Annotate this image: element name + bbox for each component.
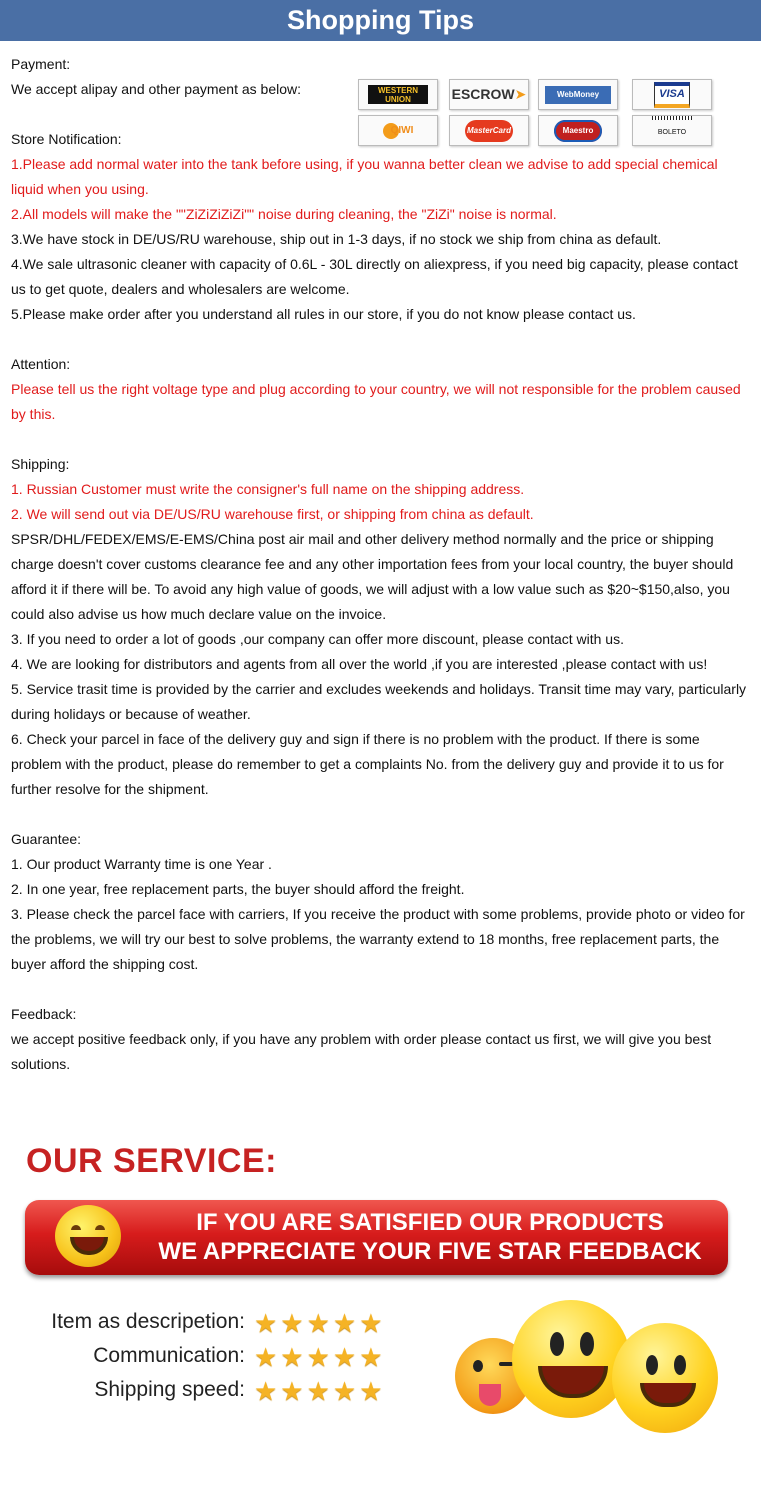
rating-row bbox=[40, 1378, 420, 1412]
western-union-logo: WESTERN UNION bbox=[358, 79, 438, 110]
guarantee-label: Guarantee: bbox=[11, 831, 82, 847]
page-header bbox=[0, 0, 761, 41]
shipping-item: SPSR/DHL/FEDEX/EMS/E-EMS/China post air mail and other delivery method normally and the price or shipping charge doesn't cover customs clearance fee and any other importation fees from your local country, the buyer should afford it if there will be. To avoid any high value of goods, we will adjust with a low value such as $20~$150,also, you could also advise us how much declare value on the invoice. bbox=[11, 531, 734, 622]
banner-line-1: IF YOU ARE SATISFIED OUR PRODUCTS bbox=[196, 1209, 664, 1236]
rating-list bbox=[40, 1310, 420, 1412]
rating-label: Shipping speed: bbox=[94, 1378, 245, 1401]
laughing-smiley-icon bbox=[55, 1205, 121, 1267]
store-notification-label: Store Notification: bbox=[11, 131, 122, 147]
visa-logo: VISA bbox=[632, 79, 712, 110]
guarantee-item: 3. Please check the parcel face with carriers, If you receive the product with some problems, provide photo or video for the problems, we will try our best to solve problems, the warranty extend to 18 months, free replacement parts, the buyer afford the shipping cost. bbox=[11, 906, 745, 972]
star-rating-icon: ★★★★★ bbox=[254, 1308, 386, 1338]
webmoney-logo: WebMoney bbox=[538, 79, 618, 110]
payment-text: We accept alipay and other payment as below: bbox=[11, 81, 302, 97]
header-title: Shopping Tips bbox=[287, 5, 474, 35]
rating-label: Item as descripetion: bbox=[51, 1310, 245, 1333]
store-item: 2.All models will make the ""ZiZiZiZiZi"" noise during cleaning, the "ZiZi" noise is normal. bbox=[11, 206, 557, 222]
shipping-item: 3. If you need to order a lot of goods ,our company can offer more discount, please contact with us. bbox=[11, 631, 624, 647]
attention-text: Please tell us the right voltage type and plug according to your country, we will not responsible for the problem caused by this. bbox=[11, 381, 741, 422]
shipping-red-item: 1. Russian Customer must write the consigner's full name on the shipping address. bbox=[11, 481, 525, 497]
shipping-item: 5. Service trasit time is provided by the carrier and excludes weekends and holidays. Transit time may vary, particularly during holidays or because of weather. bbox=[11, 681, 747, 722]
store-item: 3.We have stock in DE/US/RU warehouse, ship out in 1-3 days, if no stock we ship from china as default. bbox=[11, 231, 662, 247]
qiwi-logo: QIWI bbox=[358, 115, 438, 146]
feedback-label: Feedback: bbox=[11, 1006, 77, 1022]
boleto-logo: BOLETO bbox=[632, 115, 712, 146]
star-rating-icon: ★★★★★ bbox=[254, 1342, 386, 1372]
rating-label: Communication: bbox=[93, 1344, 245, 1367]
store-item: 1.Please add normal water into the tank before using, if you wanna better clean we advise to add special chemical liquid when you using. bbox=[11, 156, 718, 197]
rating-row bbox=[40, 1310, 420, 1344]
shipping-item: 6. Check your parcel in face of the delivery guy and sign if there is no problem with the product. If there is some problem with the product, please do remember to get a complaints No. from the delivery guy and provide it to us for further resolve for the shipment. bbox=[11, 731, 724, 797]
payment-label: Payment: bbox=[11, 56, 71, 72]
rating-row bbox=[40, 1344, 420, 1378]
feedback-banner bbox=[25, 1200, 728, 1275]
guarantee-item: 1. Our product Warranty time is one Year . bbox=[11, 856, 272, 872]
banner-text bbox=[135, 1208, 725, 1266]
guarantee-item: 2. In one year, free replacement parts, the buyer should afford the freight. bbox=[11, 881, 465, 897]
escrow-logo: ESCROW ➤ bbox=[449, 79, 529, 110]
feedback-text: we accept positive feedback only, if you have any problem with order please contact us first, we will give you best solutions. bbox=[11, 1031, 712, 1072]
our-service-section bbox=[0, 1120, 761, 1500]
shipping-item: 4. We are looking for distributors and agents from all over the world ,if you are interested ,please contact with us! bbox=[11, 656, 708, 672]
payment-logos bbox=[346, 77, 726, 147]
shipping-red-item: 2. We will send out via DE/US/RU warehouse first, or shipping from china as default. bbox=[11, 506, 534, 522]
mastercard-logo: MasterCard bbox=[449, 115, 529, 146]
star-rating-icon: ★★★★★ bbox=[254, 1376, 386, 1406]
store-item: 4.We sale ultrasonic cleaner with capacity of 0.6L - 30L directly on aliexpress, if you need big capacity, please contact us to get quote, dealers and wholesalers are welcome. bbox=[11, 256, 738, 297]
maestro-logo: Maestro bbox=[538, 115, 618, 146]
shipping-label: Shipping: bbox=[11, 456, 70, 472]
tips-content bbox=[11, 52, 751, 1077]
service-title: OUR SERVICE: bbox=[26, 1142, 277, 1180]
attention-label: Attention: bbox=[11, 356, 71, 372]
happy-smiley-icon bbox=[612, 1323, 718, 1433]
banner-line-2: WE APPRECIATE YOUR FIVE STAR FEEDBACK bbox=[158, 1238, 702, 1265]
big-grin-smiley-icon bbox=[512, 1300, 630, 1418]
store-item: 5.Please make order after you understand all rules in our store, if you do not know please contact us. bbox=[11, 306, 636, 322]
